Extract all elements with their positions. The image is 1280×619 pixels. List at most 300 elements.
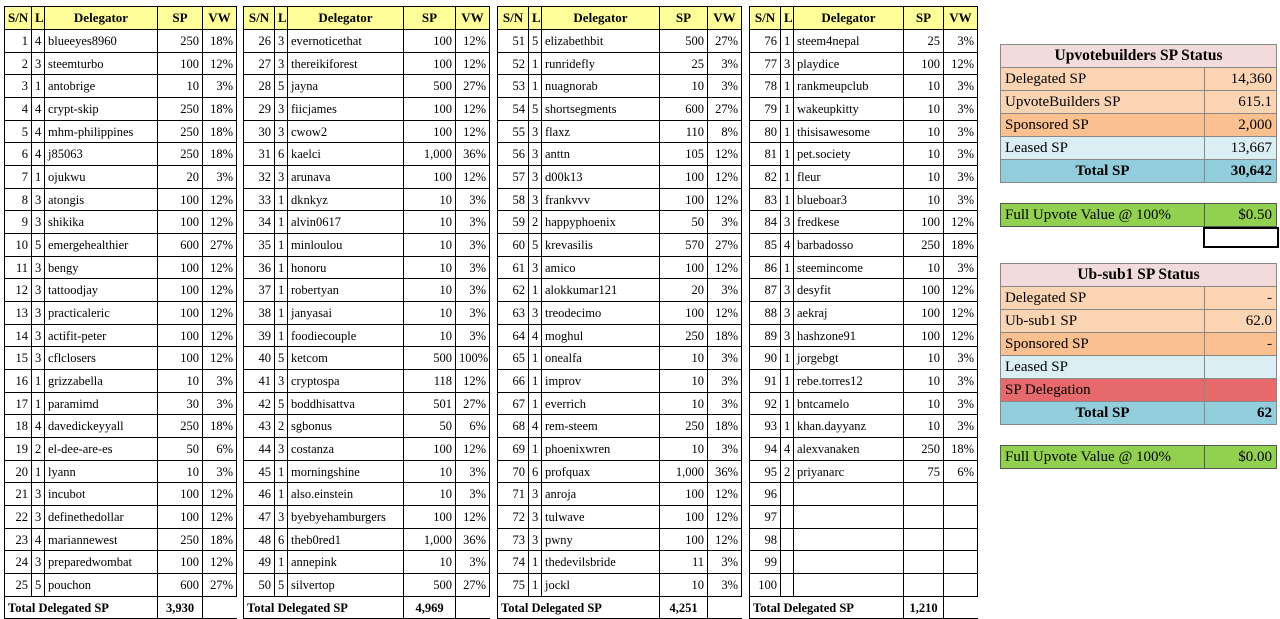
level-cell: 1 [275,211,288,234]
level-cell: 3 [275,121,288,143]
table-row [244,75,490,98]
table-row [498,75,742,98]
delegator-cell: mhm-philippines [45,121,158,143]
delegator-cell: alokkumar121 [542,279,660,302]
vw-cell: 3% [708,393,742,415]
table-row [5,438,237,461]
vw-cell: 3% [708,551,742,574]
vw-cell: 3% [944,166,978,189]
delegator-cell [794,551,904,574]
level-cell: 1 [32,393,45,415]
sp-cell: 100 [404,438,456,461]
table-row [750,302,978,325]
delegator-cell: honoru [288,257,404,279]
delegator-cell: practicaleric [45,302,158,325]
table-row [5,551,237,574]
sn-cell: 44 [244,438,275,461]
level-cell: 1 [275,279,288,302]
level-cell: 5 [32,574,45,597]
sp-cell: 10 [660,75,708,98]
sp-cell: 100 [158,53,203,75]
sn-cell: 87 [750,279,781,302]
table-row [5,279,237,302]
delegator-cell: desyfit [794,279,904,302]
table-row [498,370,742,393]
vw-cell: 12% [456,53,490,75]
level-cell: 3 [781,325,794,347]
sn-cell: 70 [498,461,529,483]
sn-cell: 71 [498,483,529,506]
sp-cell: 10 [904,166,944,189]
level-cell: 5 [529,234,542,257]
table-row [498,98,742,121]
sp-cell: 100 [158,483,203,506]
sn-cell: 35 [244,234,275,257]
delegator-cell: moghul [542,325,660,347]
level-cell: 3 [781,53,794,75]
delegated-sp-label: Delegated SP [1001,287,1205,310]
sponsored-sp-value: 2,000 [1205,114,1277,137]
level-cell: 3 [32,211,45,234]
table-row [244,121,490,143]
delegator-cell: j85063 [45,143,158,166]
sp-cell: 100 [660,483,708,506]
sn-cell: 99 [750,551,781,574]
delegator-cell: cryptospa [288,370,404,393]
table-row [244,302,490,325]
table-row [244,257,490,279]
vw-cell: 27% [708,98,742,121]
delegator-cell: robertyan [288,279,404,302]
table-row [498,189,742,211]
sn-cell: 72 [498,506,529,529]
sp-cell: 250 [158,121,203,143]
delegator-cell: phoenixwren [542,438,660,461]
sp-cell: 100 [158,325,203,347]
ub-sub1-sp-label: Ub-sub1 SP [1001,310,1205,333]
vw-header: VW [203,7,237,30]
full-upvote-value: $0.50 [1205,204,1277,227]
sn-cell: 33 [244,189,275,211]
sn-cell: 45 [244,461,275,483]
table-row [498,347,742,370]
delegator-cell: elizabethbit [542,30,660,53]
delegator-cell: krevasilis [542,234,660,257]
vw-cell: 3% [456,461,490,483]
level-cell: 1 [275,302,288,325]
table-row [5,166,237,189]
level-cell: 1 [781,98,794,121]
delegator-cell: costanza [288,438,404,461]
table-row [5,75,237,98]
table-row [244,279,490,302]
level-cell: 3 [32,483,45,506]
delegator-cell [794,529,904,551]
table-row [498,461,742,483]
level-cell [781,483,794,506]
vw-cell: 12% [456,121,490,143]
delegator-cell: thereikiforest [288,53,404,75]
sp-cell: 1,000 [404,143,456,166]
delegator-cell [794,506,904,529]
delegator-cell: definethedollar [45,506,158,529]
sp-cell: 10 [660,574,708,597]
sn-cell: 22 [5,506,32,529]
sp-cell: 501 [404,393,456,415]
table-row [498,574,742,597]
delegator-cell: annepink [288,551,404,574]
vw-cell: 18% [944,438,978,461]
delegator-cell: priyanarc [794,461,904,483]
level-cell: 5 [275,75,288,98]
level-cell: 3 [32,257,45,279]
sn-cell: 93 [750,415,781,438]
vw-cell: 27% [203,574,237,597]
table-row [498,551,742,574]
upvotebuilders-sp-value: 615.1 [1205,91,1277,114]
header-row [244,7,490,30]
delegator-header: Delegator [288,7,404,30]
sp-cell: 10 [404,461,456,483]
vw-cell: 12% [203,189,237,211]
level-cell: 2 [32,438,45,461]
table-header [244,7,490,30]
vw-cell: 12% [203,347,237,370]
sp-cell: 100 [660,302,708,325]
sp-cell: 10 [404,483,456,506]
level-cell: 5 [275,347,288,370]
vw-header: VW [944,7,978,30]
status-title: Ub-sub1 SP Status [1001,264,1277,287]
sp-cell: 100 [404,53,456,75]
delegator-cell: shikika [45,211,158,234]
vw-cell: 12% [708,302,742,325]
sp-cell: 10 [158,370,203,393]
delegator-cell: grizzabella [45,370,158,393]
sn-cell: 39 [244,325,275,347]
leased-sp-label: Leased SP [1001,137,1205,160]
table-row [244,234,490,257]
sn-cell: 73 [498,529,529,551]
sn-cell: 31 [244,143,275,166]
level-cell: 5 [32,234,45,257]
sp-cell: 250 [660,415,708,438]
delegator-cell: alexvanaken [794,438,904,461]
delegator-cell: theb0red1 [288,529,404,551]
delegator-header: Delegator [794,7,904,30]
sp-cell: 100 [904,302,944,325]
sn-cell: 76 [750,30,781,53]
sp-cell: 100 [158,257,203,279]
total-label: Total Delegated SP [498,597,660,619]
sp-cell: 11 [660,551,708,574]
level-cell: 1 [781,30,794,53]
sp-cell: 10 [404,279,456,302]
table-row [750,325,978,347]
sp-cell [904,483,944,506]
l-header: L [529,7,542,30]
vw-cell: 12% [944,302,978,325]
delegator-cell: mariannewest [45,529,158,551]
delegator-cell: sgbonus [288,415,404,438]
delegator-cell: byebyehamburgers [288,506,404,529]
sn-cell: 20 [5,461,32,483]
sp-cell: 30 [158,393,203,415]
vw-cell: 8% [708,121,742,143]
vw-cell: 12% [203,211,237,234]
sn-cell: 2 [5,53,32,75]
table-row [5,234,237,257]
ub-sub1-status-table [1000,263,1277,425]
vw-cell [944,483,978,506]
sn-cell: 86 [750,257,781,279]
sn-cell: 7 [5,166,32,189]
vw-cell: 18% [708,325,742,347]
delegator-cell: anroja [542,483,660,506]
level-cell: 5 [529,30,542,53]
sn-header: S/N [244,7,275,30]
sn-cell: 90 [750,347,781,370]
delegator-cell: blueeyes8960 [45,30,158,53]
vw-cell: 12% [708,506,742,529]
sp-cell [904,529,944,551]
sn-cell: 82 [750,166,781,189]
sn-cell: 50 [244,574,275,597]
delegator-cell: arunava [288,166,404,189]
sn-cell: 77 [750,53,781,75]
table-row [750,506,978,529]
delegator-cell: everrich [542,393,660,415]
sn-cell: 96 [750,483,781,506]
sp-cell: 118 [404,370,456,393]
table-row [244,189,490,211]
sn-cell: 18 [5,415,32,438]
delegator-cell: happyphoenix [542,211,660,234]
table-row [498,438,742,461]
vw-cell: 3% [708,211,742,234]
sp-cell: 10 [904,370,944,393]
total-value: 3,930 [158,597,203,619]
delegator-cell: aekraj [794,302,904,325]
level-cell: 2 [781,461,794,483]
table-row [5,347,237,370]
header-row [498,7,742,30]
table-row [498,121,742,143]
delegator-cell: antobrige [45,75,158,98]
total-row [244,597,490,619]
vw-cell: 3% [708,279,742,302]
delegator-cell: emergehealthier [45,234,158,257]
vw-cell: 6% [456,415,490,438]
level-cell: 4 [781,234,794,257]
delegator-cell: wakeupkitty [794,98,904,121]
sn-cell: 27 [244,53,275,75]
vw-cell: 12% [708,529,742,551]
sn-cell: 1 [5,30,32,53]
delegator-cell: ketcom [288,347,404,370]
delegator-cell: khan.dayyanz [794,415,904,438]
table-row [5,415,237,438]
level-cell: 1 [529,551,542,574]
table-row [5,325,237,347]
level-cell: 1 [529,438,542,461]
delegator-cell: nuagnorab [542,75,660,98]
sn-cell: 4 [5,98,32,121]
sp-cell: 600 [158,574,203,597]
level-cell: 3 [529,121,542,143]
delegator-cell: thedevilsbride [542,551,660,574]
table-row [244,506,490,529]
sp-cell: 100 [158,551,203,574]
sponsored-sp-label: Sponsored SP [1001,114,1205,137]
level-cell: 6 [275,143,288,166]
level-cell: 3 [275,438,288,461]
level-cell: 3 [275,166,288,189]
table-row [5,393,237,415]
vw-cell: 27% [456,393,490,415]
sp-cell: 250 [158,143,203,166]
table-row [750,483,978,506]
sp-cell: 10 [904,257,944,279]
delegator-cell: paramimd [45,393,158,415]
vw-cell: 12% [203,551,237,574]
sn-cell: 42 [244,393,275,415]
vw-cell: 3% [708,438,742,461]
level-cell: 4 [32,415,45,438]
vw-cell: 27% [708,30,742,53]
table-row [498,143,742,166]
total-row [5,597,237,619]
selected-cell[interactable] [1203,227,1279,248]
vw-cell: 12% [708,189,742,211]
vw-cell: 12% [203,302,237,325]
sp-cell: 25 [660,53,708,75]
sn-cell: 26 [244,30,275,53]
sp-delegation-value [1205,379,1277,402]
table-body [5,30,237,619]
table-row [750,257,978,279]
level-cell: 1 [529,279,542,302]
sn-cell: 63 [498,302,529,325]
level-cell [781,574,794,597]
level-cell: 4 [32,143,45,166]
sp-cell: 100 [158,506,203,529]
table-row [498,529,742,551]
delegator-cell: improv [542,370,660,393]
table-row [750,30,978,53]
vw-cell: 3% [708,574,742,597]
table-row [750,347,978,370]
level-cell: 1 [275,257,288,279]
sn-cell: 19 [5,438,32,461]
vw-cell: 12% [456,166,490,189]
sp-cell: 10 [904,347,944,370]
sp-cell: 10 [404,325,456,347]
level-cell: 1 [529,347,542,370]
sp-cell: 10 [660,438,708,461]
table-row [5,211,237,234]
delegator-cell: janyasai [288,302,404,325]
sn-cell: 9 [5,211,32,234]
vw-cell: 12% [456,30,490,53]
delegator-cell: jockl [542,574,660,597]
level-cell: 1 [529,370,542,393]
sn-cell: 6 [5,143,32,166]
sp-cell [904,506,944,529]
vw-cell: 3% [456,234,490,257]
table-body [498,30,742,619]
delegator-cell: davedickeyyall [45,415,158,438]
sn-cell: 88 [750,302,781,325]
level-cell: 3 [529,483,542,506]
table-row [750,370,978,393]
sn-cell: 89 [750,325,781,347]
sp-cell: 110 [660,121,708,143]
vw-cell: 12% [456,438,490,461]
level-cell: 4 [32,529,45,551]
table-body [244,30,490,619]
level-cell: 4 [32,98,45,121]
sp-header: SP [158,7,203,30]
table-row [244,143,490,166]
vw-cell: 3% [944,143,978,166]
table-row [750,143,978,166]
sp-cell: 100 [158,279,203,302]
upvotebuilders-sp-label: UpvoteBuilders SP [1001,91,1205,114]
ub-sub1-sp-value: 62.0 [1205,310,1277,333]
sp-cell: 250 [904,234,944,257]
sn-cell: 94 [750,438,781,461]
sn-cell: 32 [244,166,275,189]
level-cell: 1 [275,483,288,506]
leased-sp-value [1205,356,1277,379]
delegator-cell: evernoticethat [288,30,404,53]
delegator-cell: tulwave [542,506,660,529]
sp-cell [904,574,944,597]
vw-cell: 3% [944,415,978,438]
vw-cell: 12% [944,279,978,302]
sp-cell: 100 [404,98,456,121]
vw-cell: 36% [456,529,490,551]
sn-cell: 5 [5,121,32,143]
sp-cell: 1,000 [404,529,456,551]
sp-cell: 100 [158,189,203,211]
vw-cell: 27% [456,574,490,597]
sp-cell: 10 [404,189,456,211]
vw-cell: 3% [708,75,742,98]
table-row [498,302,742,325]
sn-cell: 43 [244,415,275,438]
l-header: L [32,7,45,30]
sp-cell: 10 [904,75,944,98]
sn-cell: 91 [750,370,781,393]
sp-cell: 100 [158,211,203,234]
vw-cell: 12% [944,211,978,234]
delegator-cell: playdice [794,53,904,75]
delegator-cell: blueboar3 [794,189,904,211]
sp-cell: 250 [158,30,203,53]
vw-cell [944,551,978,574]
vw-cell: 3% [203,370,237,393]
l-header: L [275,7,288,30]
sn-cell: 46 [244,483,275,506]
level-cell: 5 [529,98,542,121]
sn-cell: 41 [244,370,275,393]
sp-cell: 105 [660,143,708,166]
level-cell: 1 [529,75,542,98]
vw-cell: 18% [203,143,237,166]
sp-cell: 500 [404,574,456,597]
